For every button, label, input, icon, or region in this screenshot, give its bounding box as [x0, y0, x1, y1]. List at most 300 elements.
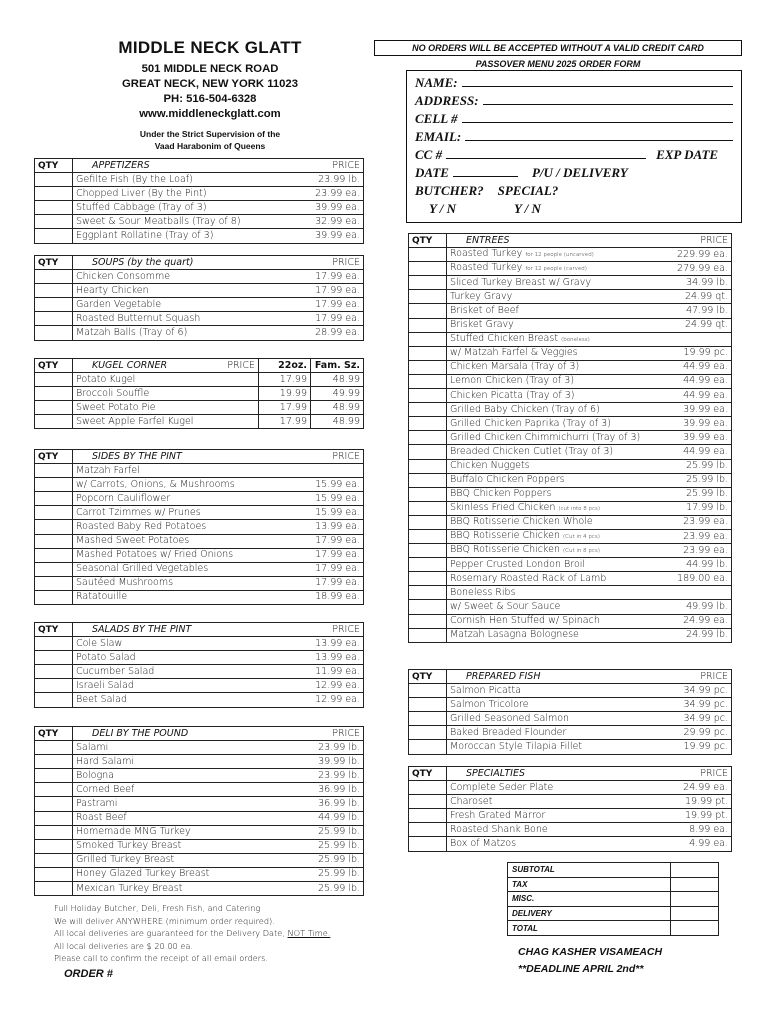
qty-cell[interactable]	[35, 755, 73, 769]
kugel-item-row	[35, 415, 364, 429]
specialties-title: SPECIALTIES	[466, 767, 525, 779]
soups-item-row	[35, 284, 364, 298]
kugel-item-row	[35, 373, 364, 387]
entrees-item-row	[409, 403, 732, 417]
deli-item-name: Pastrami	[73, 797, 296, 811]
entrees-item-name: Boneless Ribs	[447, 586, 664, 600]
soups-table	[34, 255, 364, 341]
qty-cell[interactable]	[409, 740, 447, 754]
salads-item-name: Cucumber Salad	[73, 665, 296, 679]
store-header	[60, 38, 360, 152]
entrees-item-price: 23.99 ea.	[664, 544, 732, 558]
entrees-item-name: w/ Matzah Farfel & Veggies	[447, 346, 664, 360]
qty-cell[interactable]	[35, 284, 73, 298]
qty-cell[interactable]	[35, 520, 73, 534]
salads-item-price: 13.99 ea.	[296, 637, 364, 651]
qty-cell[interactable]	[409, 600, 447, 614]
totals-value-cell[interactable]	[671, 921, 719, 936]
deli-table	[34, 726, 364, 896]
qty-cell[interactable]	[409, 698, 447, 712]
appetizers-item-name: Eggplant Rollatine (Tray of 3)	[73, 229, 296, 243]
totals-label: TOTAL	[508, 921, 671, 936]
special-label: SPECIAL?	[497, 183, 559, 198]
deli-item-price: 44.99 lb.	[296, 811, 364, 825]
qty-cell[interactable]	[35, 590, 73, 604]
store-phone: PH: 516-504-6328	[163, 93, 257, 105]
exp-date-label: EXP DATE	[656, 147, 719, 162]
entrees-item-row	[409, 290, 732, 304]
entrees-item-price: 19.99 pc.	[664, 346, 732, 360]
salads-item-price: 12.99 ea.	[296, 693, 364, 707]
appetizers-item-price: 39.99 ea.	[296, 229, 364, 243]
store-address: 501 MIDDLE NECK ROAD	[141, 63, 279, 75]
entrees-item-price: 39.99 ea.	[664, 431, 732, 445]
specialties-item-price: 4.99 ea.	[664, 837, 732, 851]
qty-cell[interactable]	[35, 478, 73, 492]
qty-cell[interactable]	[409, 544, 447, 558]
salads-item-name: Potato Salad	[73, 651, 296, 665]
customer-info-form	[406, 70, 742, 223]
kugel-family-price: 48.99	[311, 401, 364, 415]
deli-item-name: Hard Salami	[73, 755, 296, 769]
salads-item-name: Cole Slaw	[73, 637, 296, 651]
qty-cell[interactable]	[409, 837, 447, 851]
entrees-item-row	[409, 515, 732, 529]
cell-label: CELL #	[415, 111, 458, 126]
qty-cell[interactable]	[35, 679, 73, 693]
kugel-22oz-price: 17.99	[259, 401, 311, 415]
sides-item-price: 15.99 ea.	[296, 478, 364, 492]
salads-item-name: Beet Salad	[73, 693, 296, 707]
deli-item-name: Corned Beef	[73, 783, 296, 797]
qty-cell[interactable]	[409, 318, 447, 332]
order-number-label: ORDER #	[64, 968, 113, 980]
footer-line-4: All local deliveries are $ 20.00 ea.	[54, 940, 193, 951]
sides-item-price: 15.99 ea.	[296, 506, 364, 520]
yes-no-row	[415, 201, 733, 219]
entrees-item-price: 39.99 ea.	[664, 403, 732, 417]
qty-cell[interactable]	[409, 459, 447, 473]
qty-cell[interactable]	[35, 492, 73, 506]
qty-cell[interactable]	[35, 201, 73, 215]
qty-header: QTY	[35, 159, 73, 173]
qty-cell[interactable]	[409, 403, 447, 417]
qty-cell[interactable]	[409, 572, 447, 586]
specialties-item-row	[409, 809, 732, 823]
cell-field[interactable]	[415, 111, 733, 129]
soups-item-price: 17.99 ea.	[296, 270, 364, 284]
deli-item-price: 25.99 lb.	[296, 867, 364, 881]
qty-header: QTY	[35, 256, 73, 270]
date-label: DATE	[415, 165, 449, 180]
butcher-special-row	[415, 183, 733, 201]
qty-cell[interactable]	[409, 332, 447, 346]
entrees-item-name: Cornish Hen Stuffed w/ Spinach	[447, 614, 664, 628]
specialties-item-row	[409, 781, 732, 795]
qty-cell[interactable]	[409, 823, 447, 837]
deli-item-price: 25.99 lb.	[296, 839, 364, 853]
qty-cell[interactable]	[409, 304, 447, 318]
footer-line-1: Full Holiday Butcher, Deli, Fresh Fish, and Catering	[54, 903, 261, 913]
qty-cell[interactable]	[35, 415, 73, 429]
qty-cell[interactable]	[409, 445, 447, 459]
sides-item-row	[35, 478, 364, 492]
qty-cell[interactable]	[35, 839, 73, 853]
store-website[interactable]: www.middleneckglatt.com	[139, 108, 281, 120]
qty-cell[interactable]	[35, 741, 73, 755]
soups-header	[73, 256, 296, 270]
soups-item-row	[35, 298, 364, 312]
entrees-item-row	[409, 445, 732, 459]
qty-cell[interactable]	[409, 809, 447, 823]
entrees-item-price: 189.00 ea.	[664, 572, 732, 586]
qty-cell[interactable]	[409, 389, 447, 403]
entrees-item-row	[409, 459, 732, 473]
totals-row	[508, 863, 719, 878]
address-field[interactable]	[415, 93, 733, 111]
entrees-item-price: 24.99 lb.	[664, 628, 732, 642]
fish-item-price: 34.99 pc.	[664, 712, 732, 726]
entrees-item-price: 47.99 lb.	[664, 304, 732, 318]
sides-item-row	[35, 506, 364, 520]
qty-cell[interactable]	[35, 534, 73, 548]
fish-item-row	[409, 726, 732, 740]
entrees-item-row	[409, 262, 732, 276]
entrees-item-price: 23.99 ea.	[664, 515, 732, 529]
soups-item-name: Chicken Consomme	[73, 270, 296, 284]
entrees-item-price: 24.99 qt.	[664, 318, 732, 332]
entrees-item-name: Chicken Picatta (Tray of 3)	[447, 389, 664, 403]
qty-cell[interactable]	[35, 825, 73, 839]
entrees-item-name: Roasted Turkey for 12 people (uncarved)	[447, 248, 664, 262]
entrees-item-row	[409, 628, 732, 642]
qty-header: QTY	[409, 670, 447, 684]
sides-item-price: 15.99 ea.	[296, 492, 364, 506]
email-label: EMAIL:	[415, 129, 462, 144]
qty-cell[interactable]	[409, 558, 447, 572]
sides-item-price: 13.99 ea.	[296, 520, 364, 534]
name-field[interactable]	[415, 75, 733, 93]
appetizers-item-name: Sweet & Sour Meatballs (Tray of 8)	[73, 215, 296, 229]
entrees-table	[408, 233, 732, 643]
sides-item-name: Mashed Sweet Potatoes	[73, 534, 296, 548]
deli-item-name: Mexican Turkey Breast	[73, 882, 296, 896]
qty-header: QTY	[409, 234, 447, 248]
qty-cell[interactable]	[409, 360, 447, 374]
qty-header: QTY	[409, 767, 447, 781]
entrees-item-name: Grilled Baby Chicken (Tray of 6)	[447, 403, 664, 417]
sides-item-row	[35, 562, 364, 576]
entrees-item-row	[409, 346, 732, 360]
qty-cell[interactable]	[409, 431, 447, 445]
soups-item-name: Hearty Chicken	[73, 284, 296, 298]
email-field[interactable]	[415, 129, 733, 147]
qty-cell[interactable]	[409, 529, 447, 543]
kugel-family-price: 48.99	[311, 373, 364, 387]
entrees-item-price: 25.99 lb.	[664, 473, 732, 487]
totals-row	[508, 892, 719, 907]
deli-item-name: Homemade MNG Turkey	[73, 825, 296, 839]
qty-cell[interactable]	[35, 464, 73, 478]
qty-cell[interactable]	[35, 576, 73, 590]
pickup-delivery-option[interactable]: P/U / DELIVERY	[531, 165, 628, 180]
qty-cell[interactable]	[35, 548, 73, 562]
appetizers-item-row	[35, 201, 364, 215]
qty-cell[interactable]	[409, 374, 447, 388]
kugel-22oz-header: 22oz.	[259, 359, 311, 373]
salads-item-row	[35, 651, 364, 665]
qty-cell[interactable]	[35, 797, 73, 811]
totals-value-cell[interactable]	[671, 906, 719, 921]
entrees-item-row	[409, 248, 732, 262]
deli-item-row	[35, 741, 364, 755]
soups-item-name: Roasted Butternut Squash	[73, 312, 296, 326]
footer-line-3: All local deliveries are guaranteed for the Delivery Date, NOT Time.	[54, 928, 331, 939]
sides-header	[73, 450, 296, 464]
kugel-22oz-price: 17.99	[259, 373, 311, 387]
sides-item-row	[35, 576, 364, 590]
appetizers-item-row	[35, 215, 364, 229]
date-field[interactable]	[415, 165, 733, 183]
totals-value-cell[interactable]	[671, 863, 719, 878]
qty-cell[interactable]	[409, 473, 447, 487]
qty-header: QTY	[35, 450, 73, 464]
store-name: MIDDLE NECK GLATT	[118, 38, 302, 57]
specialties-item-row	[409, 795, 732, 809]
qty-cell[interactable]	[35, 867, 73, 881]
qty-cell[interactable]	[409, 795, 447, 809]
entrees-item-price: 34.99 lb.	[664, 276, 732, 290]
qty-header: QTY	[35, 623, 73, 637]
qty-cell[interactable]	[35, 270, 73, 284]
qty-cell[interactable]	[409, 586, 447, 600]
qty-cell[interactable]	[35, 853, 73, 867]
qty-cell[interactable]	[409, 684, 447, 698]
deli-title: DELI BY THE POUND	[92, 727, 189, 739]
qty-cell[interactable]	[35, 693, 73, 707]
appetizers-item-name: Stuffed Cabbage (Tray of 3)	[73, 201, 296, 215]
deli-item-name: Bologna	[73, 769, 296, 783]
kugel-price-header: PRICE	[227, 359, 255, 371]
kugel-22oz-price: 17.99	[259, 415, 311, 429]
qty-cell[interactable]	[35, 173, 73, 187]
qty-cell[interactable]	[35, 651, 73, 665]
sides-item-name: Sautéed Mushrooms	[73, 576, 296, 590]
specialties-header	[447, 767, 664, 781]
entrees-item-row	[409, 487, 732, 501]
qty-cell[interactable]	[409, 501, 447, 515]
salads-item-row	[35, 637, 364, 651]
sides-table	[34, 449, 364, 605]
entrees-item-name: Sliced Turkey Breast w/ Gravy	[447, 276, 664, 290]
soups-item-price: 17.99 ea.	[296, 298, 364, 312]
qty-cell[interactable]	[35, 769, 73, 783]
qty-cell[interactable]	[35, 298, 73, 312]
qty-cell[interactable]	[409, 726, 447, 740]
sides-title: SIDES BY THE PINT	[92, 450, 182, 462]
qty-cell[interactable]	[409, 515, 447, 529]
sides-item-row	[35, 548, 364, 562]
qty-cell[interactable]	[35, 562, 73, 576]
qty-cell[interactable]	[35, 637, 73, 651]
salads-item-price: 11.99 ea.	[296, 665, 364, 679]
greeting-block	[518, 944, 662, 978]
qty-cell[interactable]	[409, 417, 447, 431]
totals-value-cell[interactable]	[671, 877, 719, 892]
sides-item-name: w/ Carrots, Onions, & Mushrooms	[73, 478, 296, 492]
sides-item-name: Carrot Tzimmes w/ Prunes	[73, 506, 296, 520]
qty-header: QTY	[35, 727, 73, 741]
deli-item-price: 25.99 lb.	[296, 825, 364, 839]
qty-cell[interactable]	[35, 187, 73, 201]
entrees-item-name: Chicken Marsala (Tray of 3)	[447, 360, 664, 374]
entrees-item-price: 44.99 ea.	[664, 374, 732, 388]
qty-cell[interactable]	[35, 665, 73, 679]
entrees-item-row	[409, 304, 732, 318]
qty-cell[interactable]	[35, 506, 73, 520]
entrees-item-price	[664, 332, 732, 346]
entrees-item-name: Pepper Crusted London Broil	[447, 558, 664, 572]
deli-item-price: 23.99 lb.	[296, 769, 364, 783]
qty-cell[interactable]	[409, 346, 447, 360]
soups-item-price: 17.99 ea.	[296, 312, 364, 326]
qty-cell[interactable]	[35, 229, 73, 243]
sides-item-name: Seasonal Grilled Vegetables	[73, 562, 296, 576]
soups-item-price: 17.99 ea.	[296, 284, 364, 298]
deli-item-row	[35, 839, 364, 853]
qty-cell[interactable]	[409, 290, 447, 304]
totals-value-cell[interactable]	[671, 892, 719, 907]
qty-cell[interactable]	[35, 882, 73, 896]
sides-item-name: Roasted Baby Red Potatoes	[73, 520, 296, 534]
soups-title: SOUPS (by the quart)	[92, 256, 194, 268]
entrees-item-price: 44.99 ea.	[664, 389, 732, 403]
specialties-item-price: 19.99 pt.	[664, 809, 732, 823]
fish-item-price: 29.99 pc.	[664, 726, 732, 740]
qty-cell[interactable]	[35, 811, 73, 825]
qty-cell[interactable]	[35, 312, 73, 326]
salads-header	[73, 623, 296, 637]
deli-item-row	[35, 882, 364, 896]
qty-cell[interactable]	[409, 781, 447, 795]
entrees-item-row	[409, 276, 732, 290]
appetizers-item-price: 32.99 ea.	[296, 215, 364, 229]
kugel-family-price: 49.99	[311, 387, 364, 401]
special-yes-no[interactable]: Y / N	[513, 201, 541, 216]
qty-cell[interactable]	[35, 326, 73, 340]
entrees-item-name: BBQ Rotisserie Chicken (Cut in 4 pcs)	[447, 529, 664, 543]
soups-item-price: 28.99 ea.	[296, 326, 364, 340]
appetizers-price-header: PRICE	[296, 159, 364, 173]
fish-item-name: Salmon Picatta	[447, 684, 664, 698]
qty-cell[interactable]	[409, 614, 447, 628]
entrees-item-name: Turkey Gravy	[447, 290, 664, 304]
qty-cell[interactable]	[35, 215, 73, 229]
entrees-item-row	[409, 318, 732, 332]
deli-item-price: 36.99 lb.	[296, 797, 364, 811]
entrees-item-name: Rosemary Roasted Rack of Lamb	[447, 572, 664, 586]
qty-cell[interactable]	[409, 248, 447, 262]
entrees-item-row	[409, 501, 732, 515]
qty-header: QTY	[35, 359, 73, 373]
qty-cell[interactable]	[409, 276, 447, 290]
entrees-item-price: 24.99 ea.	[664, 614, 732, 628]
butcher-label: BUTCHER?	[415, 183, 484, 198]
qty-cell[interactable]	[35, 387, 73, 401]
fish-item-row	[409, 740, 732, 754]
cc-field[interactable]	[415, 147, 733, 165]
sides-price-header: PRICE	[296, 450, 364, 464]
entrees-item-price: 44.99 ea.	[664, 445, 732, 459]
entrees-item-price: 23.99 ea.	[664, 529, 732, 543]
footer-line-5: Please call to confirm the receipt of all email orders.	[54, 953, 268, 964]
specialties-item-price: 24.99 ea.	[664, 781, 732, 795]
qty-cell[interactable]	[409, 712, 447, 726]
entrees-item-name: Matzah Lasagna Bolognese	[447, 628, 664, 642]
deli-item-name: Grilled Turkey Breast	[73, 853, 296, 867]
soups-item-row	[35, 270, 364, 284]
entrees-title: ENTREES	[466, 234, 510, 246]
entrees-item-name: Roasted Turkey for 12 people (carved)	[447, 262, 664, 276]
qty-cell[interactable]	[409, 487, 447, 501]
totals-row	[508, 921, 719, 936]
totals-label: DELIVERY	[508, 906, 671, 921]
totals-label: MISC.	[508, 892, 671, 907]
sides-item-price	[296, 464, 364, 478]
totals-label: SUBTOTAL	[508, 863, 671, 878]
fish-price-header: PRICE	[664, 670, 732, 684]
salads-price-header: PRICE	[296, 623, 364, 637]
butcher-yes-no[interactable]: Y / N	[429, 201, 456, 216]
deli-item-name: Salami	[73, 741, 296, 755]
entrees-item-row	[409, 572, 732, 586]
greeting: CHAG KASHER VISAMEACH	[518, 946, 663, 958]
entrees-item-row	[409, 586, 732, 600]
deli-price-header: PRICE	[296, 727, 364, 741]
name-label: NAME:	[415, 75, 458, 90]
qty-cell[interactable]	[35, 373, 73, 387]
fish-item-name: Baked Breaded Flounder	[447, 726, 664, 740]
fish-header	[447, 670, 664, 684]
appetizers-item-name: Gefilte Fish (By the Loaf)	[73, 173, 296, 187]
qty-cell[interactable]	[35, 783, 73, 797]
qty-cell[interactable]	[409, 262, 447, 276]
deli-item-row	[35, 811, 364, 825]
qty-cell[interactable]	[35, 401, 73, 415]
salads-item-price: 13.99 ea.	[296, 651, 364, 665]
totals-label: TAX	[508, 877, 671, 892]
qty-cell[interactable]	[409, 628, 447, 642]
credit-card-notice: NO ORDERS WILL BE ACCEPTED WITHOUT A VALID CREDIT CARD	[374, 40, 742, 56]
entrees-item-name: Brisket of Beef	[447, 304, 664, 318]
soups-item-row	[35, 326, 364, 340]
entrees-item-price: 39.99 ea.	[664, 417, 732, 431]
deli-item-price: 25.99 lb.	[296, 882, 364, 896]
appetizers-table	[34, 158, 364, 244]
specialties-item-name: Charoset	[447, 795, 664, 809]
entrees-item-row	[409, 360, 732, 374]
specialties-item-price: 8.99 ea.	[664, 823, 732, 837]
totals-box	[507, 862, 719, 936]
deli-item-price: 23.99 lb.	[296, 741, 364, 755]
sides-item-price: 17.99 ea.	[296, 562, 364, 576]
fish-item-name: Grilled Seasoned Salmon	[447, 712, 664, 726]
sides-item-price: 17.99 ea.	[296, 534, 364, 548]
specialties-item-name: Roasted Shank Bone	[447, 823, 664, 837]
kugel-22oz-price: 19.99	[259, 387, 311, 401]
kugel-title: KUGEL CORNER	[92, 359, 168, 371]
appetizers-title: APPETIZERS	[92, 159, 150, 171]
